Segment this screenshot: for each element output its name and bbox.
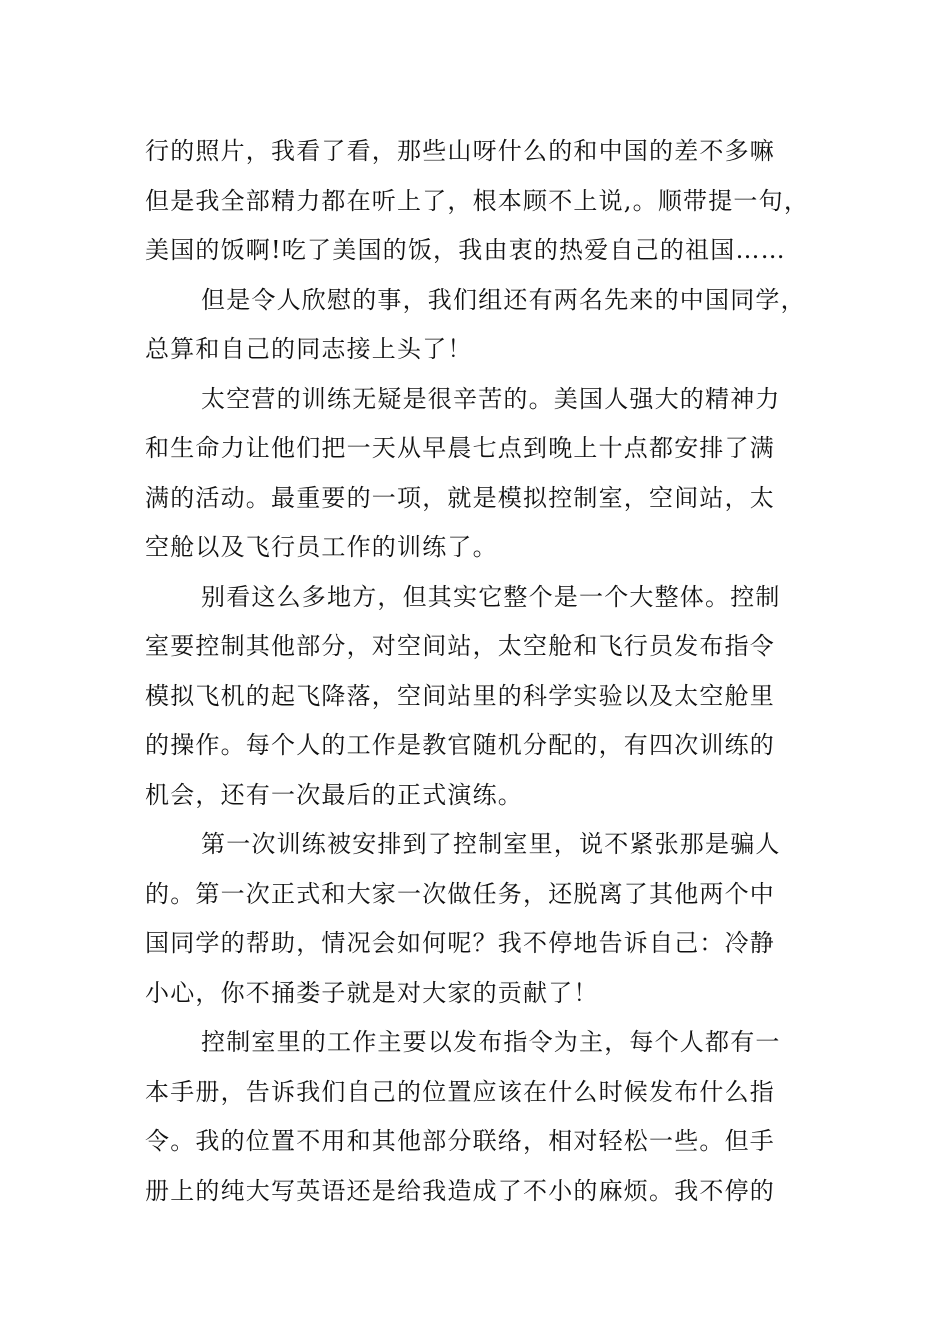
text-line: 的。第一次正式和大家一次做任务，还脱离了其他两个中: [145, 879, 775, 908]
paragraph-first-line: 第一次训练被安排到了控制室里，说不紧张那是骗人: [201, 830, 781, 858]
text-line: 模拟飞机的起飞降落，空间站里的科学实验以及太空舱里: [145, 681, 775, 710]
text-line: 空舱以及飞行员工作的训练了。: [145, 533, 498, 561]
text-line: 室要控制其他部分，对空间站，太空舱和飞行员发布指令: [145, 632, 775, 660]
paragraph-first-line: 但是令人欣慰的事，我们组还有两名先来的中国同学，: [201, 285, 806, 314]
text-line: 但是我全部精力都在听上了，根本顾不上说,。顺带提一句，: [145, 186, 810, 215]
body-text: [145, 127, 810, 1216]
text-line: 国同学的帮助，情况会如何呢？我不停地告诉自己：冷静: [145, 929, 775, 957]
paragraph-first-line: 别看这么多地方，但其实它整个是一个大整体。控制: [201, 582, 781, 611]
paragraph-first-line: 太空营的训练无疑是很辛苦的。美国人强大的精神力: [201, 384, 781, 413]
text-line: 机会，还有一次最后的正式演练。: [145, 780, 523, 809]
text-line: 册上的纯大写英语还是给我造成了不小的麻烦。我不停的: [145, 1176, 775, 1205]
text-line: 令。我的位置不用和其他部分联络，相对轻松一些。但手: [145, 1127, 775, 1155]
text-line: 美国的饭啊!吃了美国的饭，我由衷的热爱自己的祖国……: [145, 236, 786, 264]
text-line: 和生命力让他们把一天从早晨七点到晚上十点都安排了满: [145, 434, 775, 462]
paragraph-first-line: 控制室里的工作主要以发布指令为主，每个人都有一: [201, 1028, 781, 1056]
text-line: 小心，你不捅娄子就是对大家的贡献了！: [145, 978, 599, 1007]
text-line: 满的活动。最重要的一项，就是模拟控制室，空间站，太: [145, 483, 775, 512]
text-line: 总算和自己的同志接上头了！: [145, 335, 473, 363]
text-line: 的操作。每个人的工作是教官随机分配的，有四次训练的: [145, 731, 775, 759]
text-line: 本手册，告诉我们自己的位置应该在什么时候发布什么指: [145, 1077, 775, 1106]
text-line: 行的照片，我看了看，那些山呀什么的和中国的差不多嘛: [145, 137, 775, 165]
